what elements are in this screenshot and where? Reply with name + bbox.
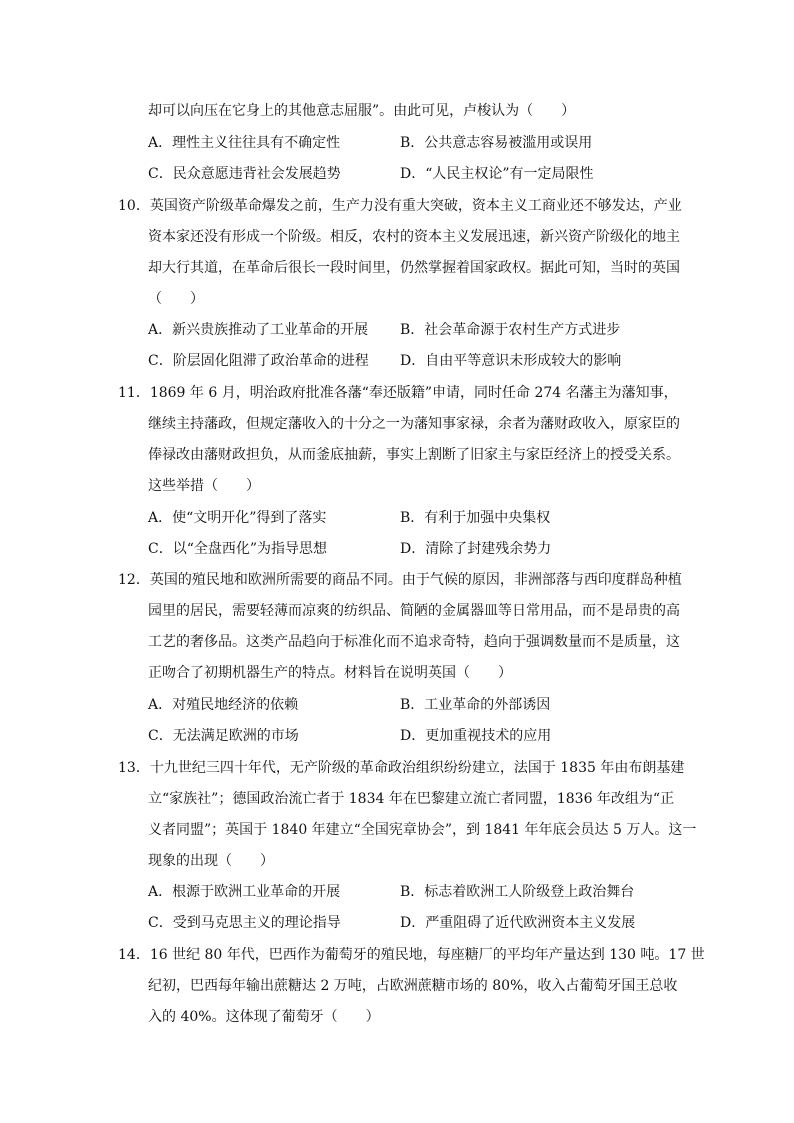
q11-option-c: C．以“全盘西化”为指导思想 <box>148 541 328 557</box>
q14-line-1: 14．16 世纪 80 年代，巴西作为葡萄牙的殖民地，每座糖厂的平均年产量达到 130 吨。17 世 <box>118 947 705 963</box>
q10-line-3: 却大行其道，在革命后很长一段时间里，仍然掌握着国家政权。据此可知，当时的英国 <box>148 260 680 276</box>
q12-option-d: D．更加重视技术的应用 <box>400 728 552 744</box>
q13-option-b: B．标志着欧洲工人阶级登上政治舞台 <box>400 884 635 900</box>
q10-line-2: 资本家还没有形成一个阶级。相反，农村的资本主义发展迅速，新兴资产阶级化的地主 <box>148 229 680 245</box>
q12-option-b: B．工业革命的外部诱因 <box>400 697 551 713</box>
q12-line-1: 12．英国的殖民地和欧洲所需要的商品不同。由于气候的原因，非洲部落与西印度群岛种植 <box>118 572 682 588</box>
q9-option-a: A．理性主义往往具有不确定性 <box>148 135 341 151</box>
q13-line-2: 立“家族社”；德国政治流亡者于 1834 年在巴黎建立流亡者同盟，1836 年改组为“正 <box>148 791 675 807</box>
q13-line-4: 现象的出现（ ） <box>148 853 274 869</box>
q9-stem-end: 却可以向压在它身上的其他意志屈服”。由此可见，卢梭认为（ ） <box>148 103 576 119</box>
q12-line-3: 工艺的奢侈品。这类产品趋向于标准化而不追求奇特，趋向于强调数量而不是质量，这 <box>148 634 680 650</box>
q12-line-2: 园里的居民，需要轻薄而凉爽的纺织品、简陋的金属器皿等日常用品，而不是昂贵的高 <box>148 603 680 619</box>
q10-line-4: （ ） <box>148 291 204 307</box>
q11-option-a: A．使“文明开化”得到了落实 <box>148 510 327 526</box>
q11-line-4: 这些举措（ ） <box>148 478 260 494</box>
q12-option-a: A．对殖民地经济的依赖 <box>148 697 299 713</box>
q14-line-2: 纪初，巴西每年输出蔗糖达 2 万吨，占欧洲蔗糖市场的 80%，收入占葡萄牙国王总收 <box>148 978 678 994</box>
q11-option-b: B．有利于加强中央集权 <box>400 510 551 526</box>
q11-option-d: D．清除了封建残余势力 <box>400 541 552 557</box>
q13-option-c: C．受到马克思主义的理论指导 <box>148 915 341 931</box>
q13-option-a: A．根源于欧洲工业革命的开展 <box>148 884 341 900</box>
q12-option-c: C．无法满足欧洲的市场 <box>148 728 299 744</box>
q11-line-2: 继续主持藩政，但规定藩收入的十分之一为藩知事家禄，余者为藩财政收入，原家臣的 <box>148 416 680 432</box>
q9-option-b: B．公共意志容易被滥用或误用 <box>400 135 593 151</box>
q13-line-1: 13．十九世纪三四十年代，无产阶级的革命政治组织纷纷建立，法国于 1835 年由布朗基建 <box>118 760 685 776</box>
q10-line-1: 10．英国资产阶级革命爆发之前，生产力没有重大突破，资本主义工商业还不够发达，产业 <box>118 198 682 214</box>
q9-option-d: D．“人民主权论”有一定局限性 <box>400 166 594 182</box>
q14-line-3: 入的 40%。这体现了葡萄牙（ ） <box>148 1009 380 1025</box>
q9-option-c: C．民众意愿违背社会发展趋势 <box>148 166 341 182</box>
q13-option-d: D．严重阻碍了近代欧洲资本主义发展 <box>400 915 636 931</box>
q10-option-c: C．阶层固化阻滞了政治革命的进程 <box>148 353 369 369</box>
q11-line-3: 俸禄改由藩财政担负，从而釜底抽薪，事实上割断了旧家主与家臣经济上的授受关系。 <box>148 447 680 463</box>
q10-option-a: A．新兴贵族推动了工业革命的开展 <box>148 322 369 338</box>
q11-line-1: 11．1869 年 6 月，明治政府批准各藩“奉还版籍”申请，同时任命 274 名藩主为藩知事， <box>118 385 678 401</box>
q12-line-4: 正吻合了初期机器生产的特点。材料旨在说明英国（ ） <box>148 665 512 681</box>
q10-option-b: B．社会革命源于农村生产方式进步 <box>400 322 621 338</box>
q13-line-3: 义者同盟”；英国于 1840 年建立“全国宪章协会”，到 1841 年年底会员达 5 万人。这一 <box>148 822 697 838</box>
q10-option-d: D．自由平等意识未形成较大的影响 <box>400 353 622 369</box>
